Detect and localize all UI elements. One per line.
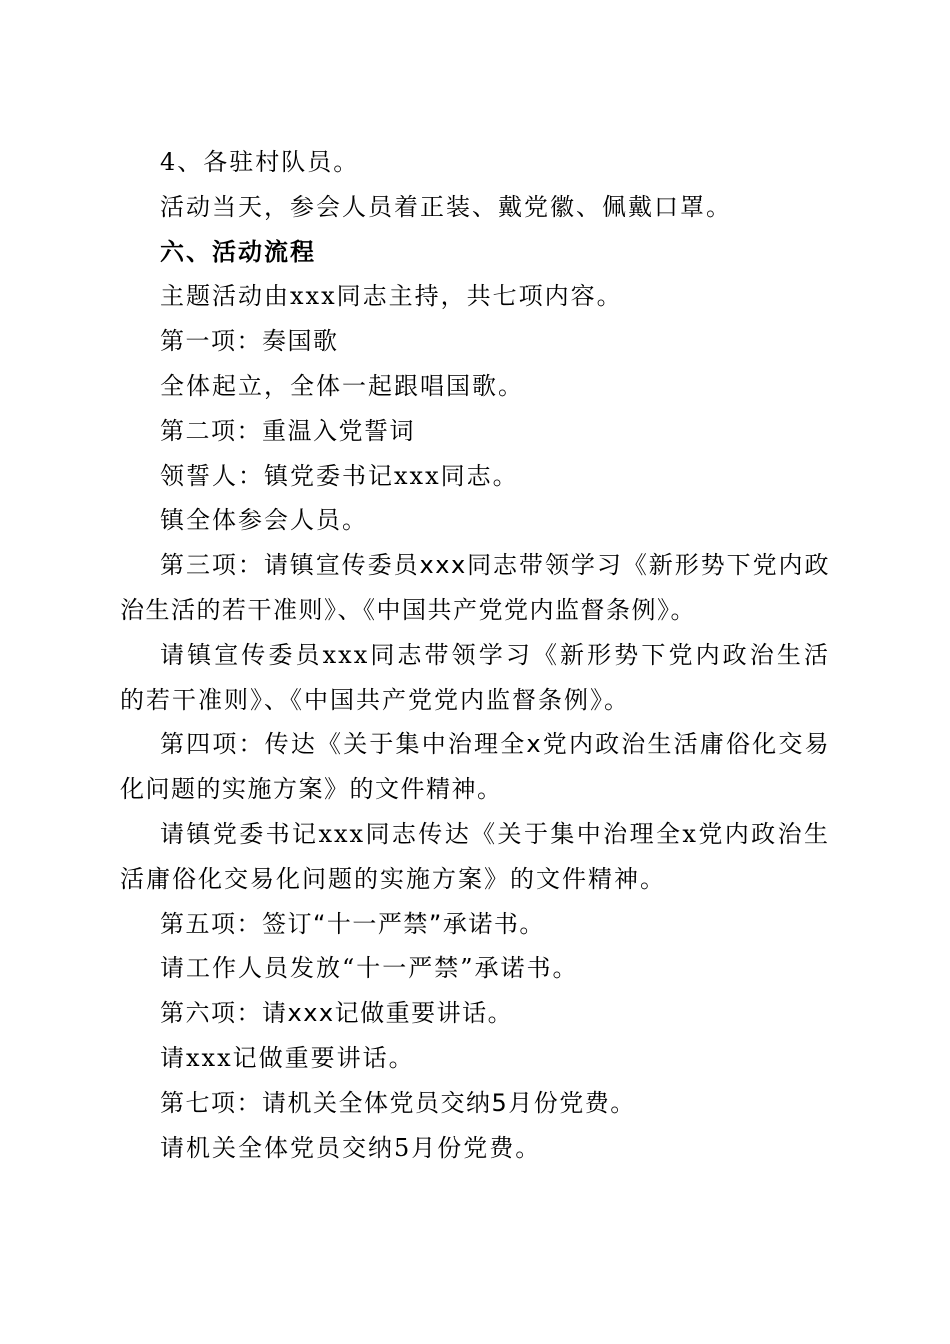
item-1-detail: 全体起立，全体一起跟唱国歌。 <box>160 371 524 400</box>
item-2-detail-leader: 领誓人：镇党委书记xxx同志。 <box>160 461 519 490</box>
item-1-title: 第一项：奏国歌 <box>160 327 339 356</box>
section-heading-activity-flow: 六、活动流程 <box>160 237 316 266</box>
item-4-title: 第四项：传达《关于集中治理全x党内政治生活庸俗化交易化问题的实施方案》的文件精神。 <box>120 730 830 804</box>
item-3-title: 第三项：请镇宣传委员xxx同志带领学习《新形势下党内政治生活的若干准则》、《中国共产党党内监督条例》。 <box>120 551 830 624</box>
paragraph-team-members: 4、各驻村队员。 <box>160 148 360 176</box>
document-body <box>120 140 830 1170</box>
paragraph-dress-code: 活动当天，参会人员着正装、戴党徽、佩戴口罩。 <box>160 192 732 221</box>
item-6-detail: 请xxx记做重要讲话。 <box>160 1043 415 1072</box>
item-2-title: 第二项：重温入党誓词 <box>160 416 415 445</box>
item-2-detail-attendees: 镇全体参会人员。 <box>160 506 368 535</box>
item-6-title: 第六项：请xxx记做重要讲话。 <box>160 999 514 1028</box>
item-4-detail: 请镇党委书记xxx同志传达《关于集中治理全x党内政治生活庸俗化交易化问题的实施方案》的文件精神。 <box>120 819 830 893</box>
item-3-detail: 请镇宣传委员xxx同志带领学习《新形势下党内政治生活的若干准则》、《中国共产党党内监督条例》。 <box>120 640 830 714</box>
item-5-detail: 请工作人员发放“十一严禁”承诺书。 <box>160 954 579 983</box>
item-7-title: 第七项：请机关全体党员交纳5月份党费。 <box>160 1088 636 1117</box>
item-7-detail: 请机关全体党员交纳5月份党费。 <box>160 1133 542 1162</box>
item-5-title: 第五项：签订“十一严禁”承诺书。 <box>160 909 545 938</box>
paragraph-host: 主题活动由xxx同志主持，共七项内容。 <box>160 282 623 311</box>
